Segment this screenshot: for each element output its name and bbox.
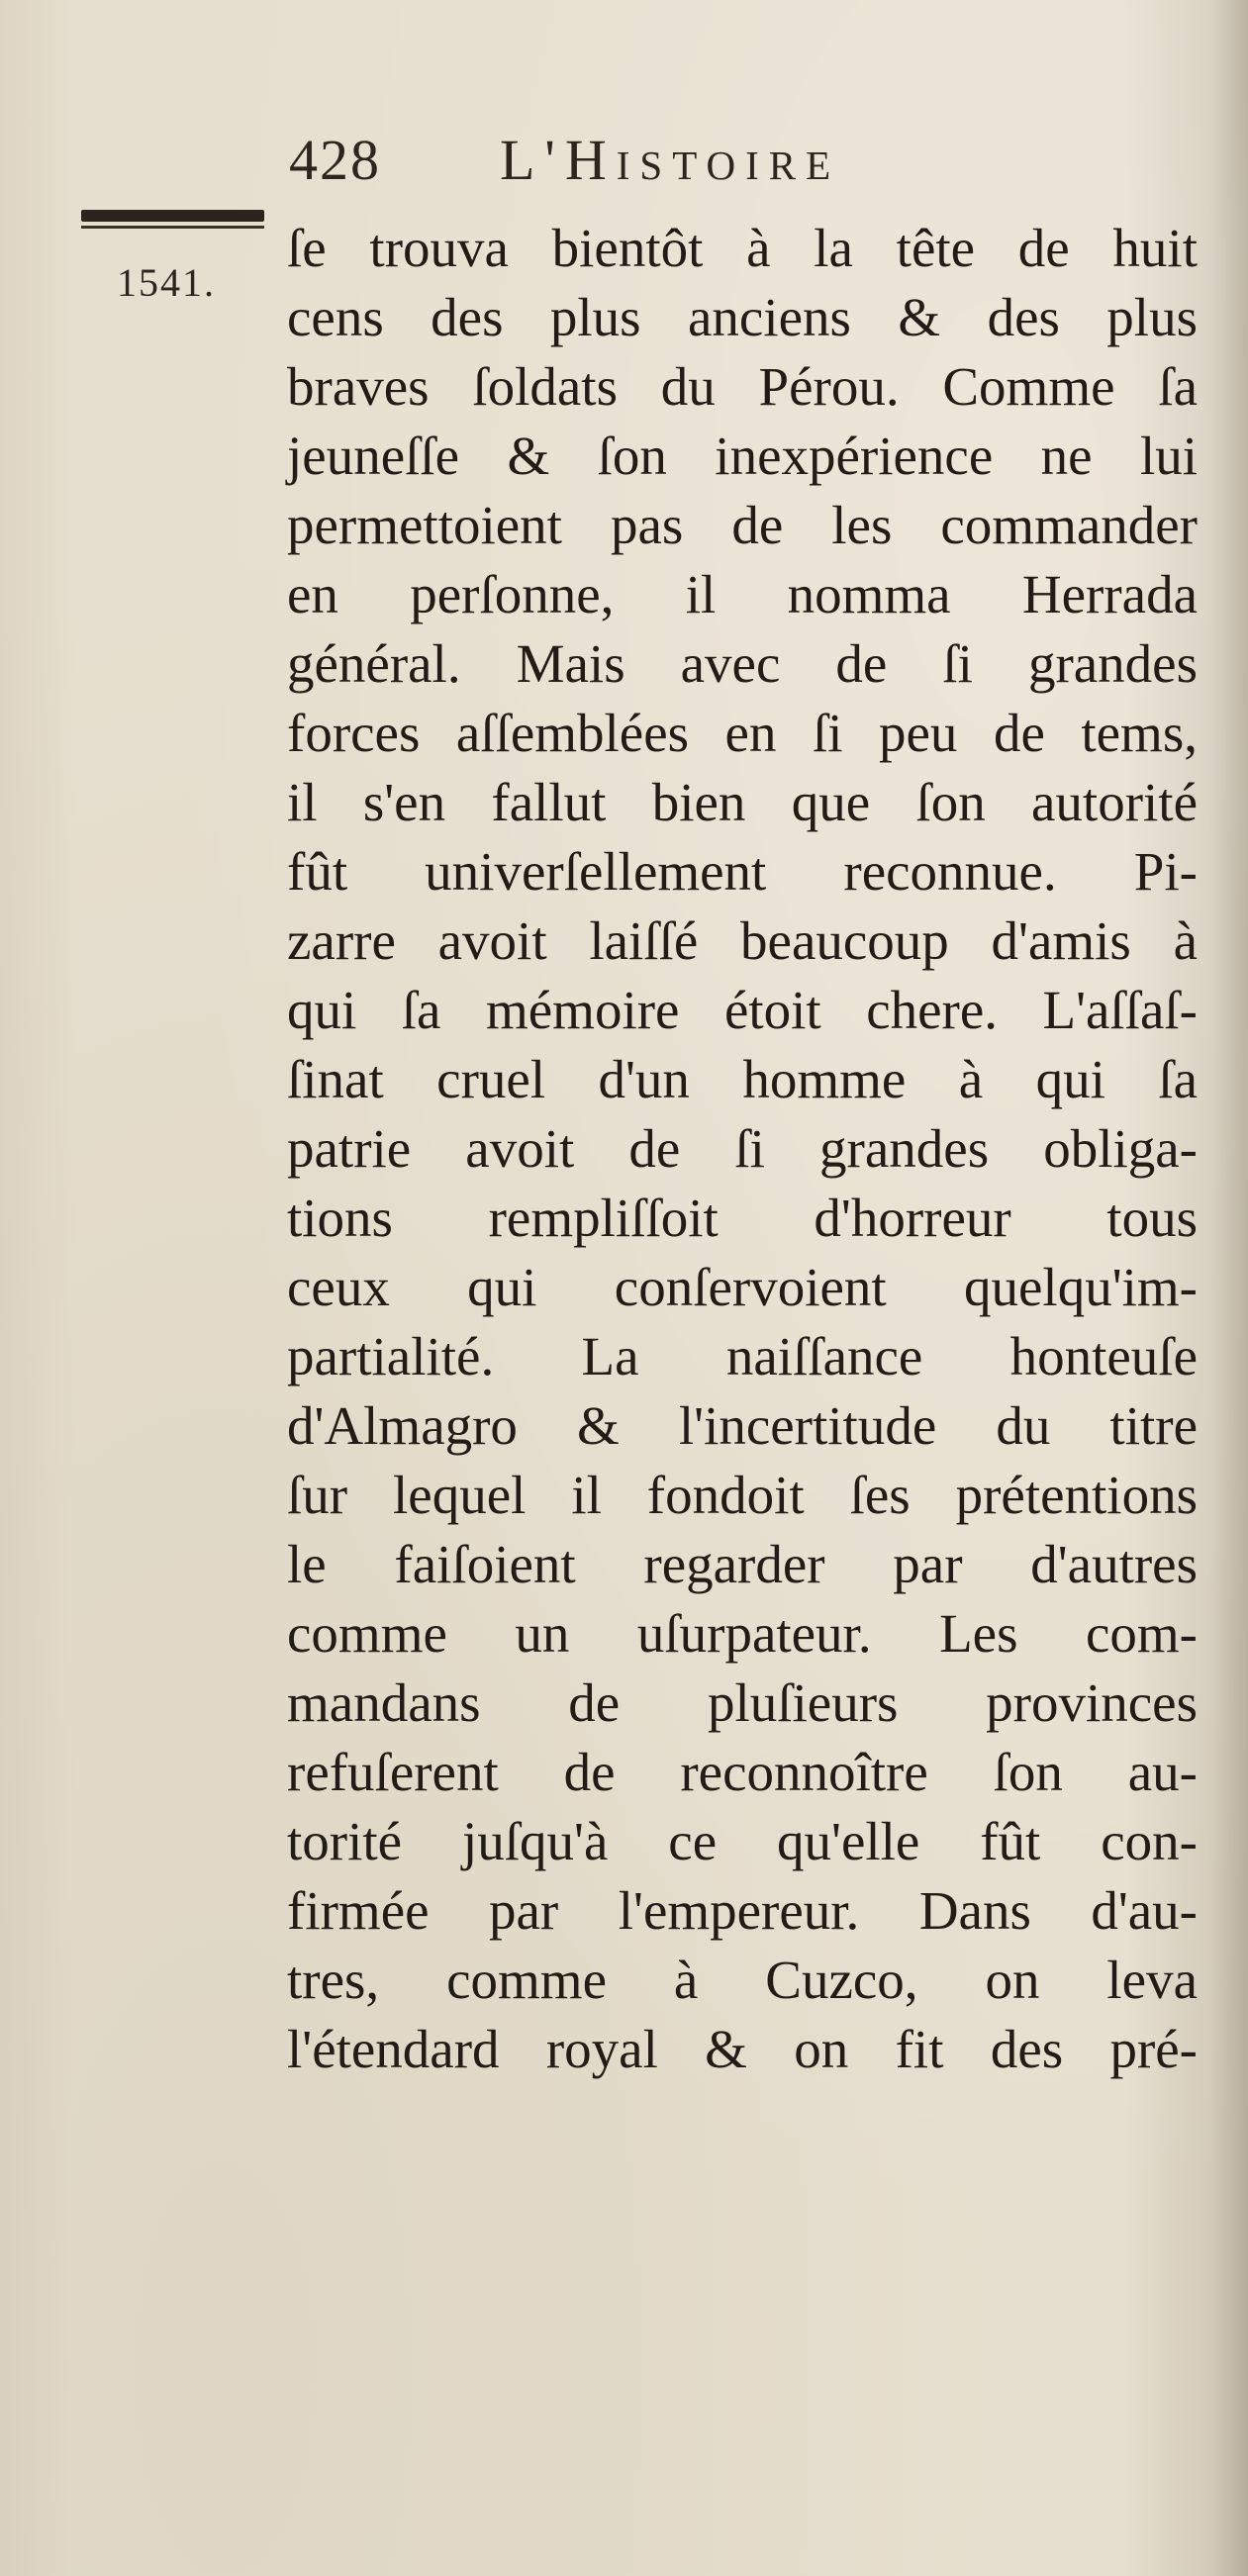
text-line: forces aſſemblées en ſi peu de tems, <box>287 703 1198 763</box>
text-line: ceux qui conſervoient quelqu'im- <box>287 1257 1198 1317</box>
margin-rule <box>81 210 264 222</box>
margin-year: 1541. <box>117 260 216 305</box>
text-line: partialité. La naiſſance honteuſe <box>287 1326 1198 1386</box>
body-text <box>287 214 1198 2084</box>
text-line: ſinat cruel d'un homme à qui ſa <box>287 1049 1198 1109</box>
text-line: il s'en fallut bien que ſon autorité <box>287 772 1198 832</box>
text-line: général. Mais avec de ſi grandes <box>287 633 1198 694</box>
text-line: permettoient pas de les commander <box>287 495 1198 555</box>
text-line: le faiſoient regarder par d'autres <box>287 1534 1198 1594</box>
text-line: fût univerſellement reconnue. Pi- <box>287 841 1198 902</box>
text-line: torité juſqu'à ce qu'elle fût con- <box>287 1811 1198 1871</box>
text-line: patrie avoit de ſi grandes obliga- <box>287 1118 1198 1179</box>
text-line: tres, comme à Cuzco, on leva <box>287 1950 1198 2010</box>
page-number: 428 <box>289 128 381 192</box>
text-line: firmée par l'empereur. Dans d'au- <box>287 1880 1198 1941</box>
text-line: qui ſa mémoire étoit chere. L'aſſaſ- <box>287 980 1198 1040</box>
text-line: jeuneſſe & ſon inexpérience ne lui <box>287 426 1198 486</box>
running-title: L'Histoire <box>500 128 841 192</box>
text-line: ſur lequel il fondoit ſes prétentions <box>287 1465 1198 1525</box>
text-line: ſe trouva bientôt à la tête de huit <box>287 218 1198 278</box>
text-line: zarre avoit laiſſé beaucoup d'amis à <box>287 910 1198 971</box>
spine-shadow <box>1210 0 1248 2576</box>
page-header <box>289 127 840 196</box>
text-line: en perſonne, il nomma Herrada <box>287 564 1198 624</box>
text-line: mandans de pluſieurs provinces <box>287 1672 1198 1733</box>
text-line: braves ſoldats du Pérou. Comme ſa <box>287 356 1198 417</box>
text-line: d'Almagro & l'incertitude du titre <box>287 1395 1198 1456</box>
text-line: tions rempliſſoit d'horreur tous <box>287 1188 1198 1248</box>
margin-rule-thin <box>81 226 264 229</box>
text-line: l'étendard royal & on fit des pré- <box>287 2019 1198 2079</box>
text-line: cens des plus anciens & des plus <box>287 287 1198 347</box>
text-line: refuſerent de reconnoître ſon au- <box>287 1742 1198 1802</box>
text-line: comme un uſurpateur. Les com- <box>287 1603 1198 1664</box>
